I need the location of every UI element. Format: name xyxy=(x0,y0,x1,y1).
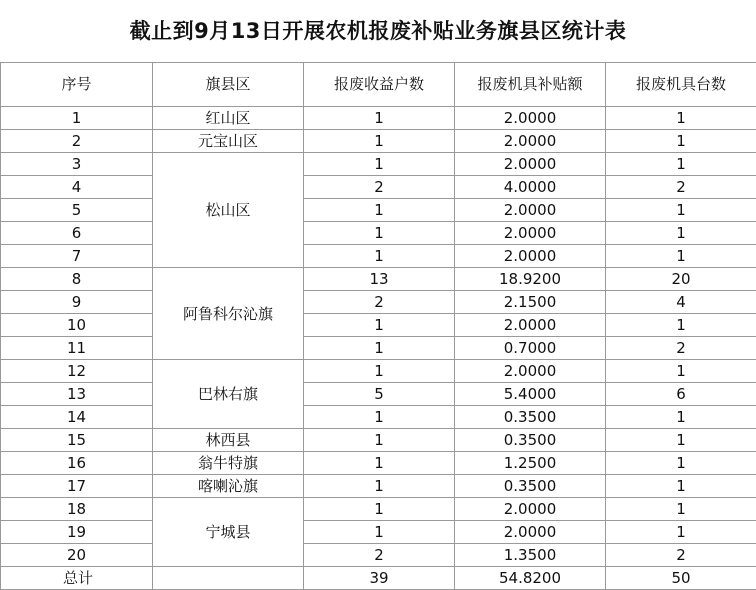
households-cell: 1 xyxy=(304,153,455,176)
households-cell: 1 xyxy=(304,130,455,153)
subsidy-cell: 2.0000 xyxy=(455,107,606,130)
table-row xyxy=(1,429,756,452)
total-machines: 50 xyxy=(606,567,756,590)
table-row xyxy=(1,406,756,429)
households-cell: 1 xyxy=(304,475,455,498)
subsidy-cell: 4.0000 xyxy=(455,176,606,199)
table-row xyxy=(1,521,756,544)
subsidy-cell: 2.0000 xyxy=(455,130,606,153)
subsidy-cell: 2.0000 xyxy=(455,360,606,383)
row-no: 18 xyxy=(1,498,153,521)
county-cell: 喀喇沁旗 xyxy=(153,475,304,498)
table-row xyxy=(1,130,756,153)
households-cell: 1 xyxy=(304,360,455,383)
county-cell: 阿鲁科尔沁旗 xyxy=(153,268,304,360)
machines-cell: 1 xyxy=(606,245,756,268)
subsidy-cell: 2.0000 xyxy=(455,245,606,268)
row-no: 13 xyxy=(1,383,153,406)
machines-cell: 1 xyxy=(606,498,756,521)
table-row xyxy=(1,360,756,383)
table-row xyxy=(1,153,756,176)
row-no: 8 xyxy=(1,268,153,291)
total-subsidy: 54.8200 xyxy=(455,567,606,590)
total-households: 39 xyxy=(304,567,455,590)
row-no: 12 xyxy=(1,360,153,383)
households-cell: 2 xyxy=(304,291,455,314)
table-row xyxy=(1,199,756,222)
households-cell: 1 xyxy=(304,222,455,245)
header-machines: 报废机具台数 xyxy=(606,63,756,107)
households-cell: 1 xyxy=(304,406,455,429)
row-no: 20 xyxy=(1,544,153,567)
header-row xyxy=(1,63,756,107)
households-cell: 1 xyxy=(304,452,455,475)
machines-cell: 2 xyxy=(606,337,756,360)
machines-cell: 1 xyxy=(606,521,756,544)
table-row xyxy=(1,544,756,567)
subsidy-cell: 2.0000 xyxy=(455,199,606,222)
total-label: 总计 xyxy=(1,567,153,590)
machines-cell: 1 xyxy=(606,314,756,337)
total-row xyxy=(1,567,756,590)
machines-cell: 1 xyxy=(606,199,756,222)
machines-cell: 1 xyxy=(606,130,756,153)
table-body xyxy=(1,107,756,567)
machines-cell: 6 xyxy=(606,383,756,406)
total-county xyxy=(153,567,304,590)
row-no: 6 xyxy=(1,222,153,245)
statistics-table xyxy=(0,62,756,590)
households-cell: 2 xyxy=(304,176,455,199)
households-cell: 13 xyxy=(304,268,455,291)
machines-cell: 2 xyxy=(606,176,756,199)
subsidy-cell: 2.0000 xyxy=(455,314,606,337)
machines-cell: 1 xyxy=(606,222,756,245)
header-households: 报废收益户数 xyxy=(304,63,455,107)
county-cell: 翁牛特旗 xyxy=(153,452,304,475)
table-row xyxy=(1,314,756,337)
subsidy-cell: 0.3500 xyxy=(455,475,606,498)
table-row xyxy=(1,107,756,130)
row-no: 17 xyxy=(1,475,153,498)
households-cell: 1 xyxy=(304,429,455,452)
county-cell: 元宝山区 xyxy=(153,130,304,153)
households-cell: 1 xyxy=(304,521,455,544)
row-no: 14 xyxy=(1,406,153,429)
households-cell: 1 xyxy=(304,314,455,337)
households-cell: 1 xyxy=(304,107,455,130)
table-row xyxy=(1,222,756,245)
row-no: 1 xyxy=(1,107,153,130)
row-no: 7 xyxy=(1,245,153,268)
header-county: 旗县区 xyxy=(153,63,304,107)
row-no: 11 xyxy=(1,337,153,360)
row-no: 5 xyxy=(1,199,153,222)
machines-cell: 1 xyxy=(606,107,756,130)
machines-cell: 1 xyxy=(606,429,756,452)
households-cell: 1 xyxy=(304,498,455,521)
machines-cell: 1 xyxy=(606,153,756,176)
subsidy-cell: 5.4000 xyxy=(455,383,606,406)
table-row xyxy=(1,245,756,268)
subsidy-cell: 18.9200 xyxy=(455,268,606,291)
subsidy-cell: 2.0000 xyxy=(455,498,606,521)
subsidy-cell: 0.3500 xyxy=(455,406,606,429)
table-row xyxy=(1,452,756,475)
machines-cell: 4 xyxy=(606,291,756,314)
row-no: 2 xyxy=(1,130,153,153)
households-cell: 1 xyxy=(304,337,455,360)
subsidy-cell: 2.0000 xyxy=(455,222,606,245)
row-no: 4 xyxy=(1,176,153,199)
table-row xyxy=(1,383,756,406)
subsidy-cell: 1.2500 xyxy=(455,452,606,475)
table-row xyxy=(1,291,756,314)
page-title: 截止到9月13日开展农机报废补贴业务旗县区统计表 xyxy=(129,19,627,43)
table-row xyxy=(1,475,756,498)
households-cell: 1 xyxy=(304,245,455,268)
subsidy-cell: 1.3500 xyxy=(455,544,606,567)
machines-cell: 1 xyxy=(606,360,756,383)
subsidy-cell: 2.0000 xyxy=(455,521,606,544)
subsidy-cell: 2.1500 xyxy=(455,291,606,314)
row-no: 19 xyxy=(1,521,153,544)
table-row xyxy=(1,176,756,199)
machines-cell: 1 xyxy=(606,452,756,475)
machines-cell: 2 xyxy=(606,544,756,567)
row-no: 16 xyxy=(1,452,153,475)
table-row xyxy=(1,337,756,360)
households-cell: 1 xyxy=(304,199,455,222)
row-no: 15 xyxy=(1,429,153,452)
county-cell: 红山区 xyxy=(153,107,304,130)
row-no: 3 xyxy=(1,153,153,176)
county-cell: 林西县 xyxy=(153,429,304,452)
header-subsidy: 报废机具补贴额 xyxy=(455,63,606,107)
table-row xyxy=(1,498,756,521)
households-cell: 5 xyxy=(304,383,455,406)
county-cell: 巴林右旗 xyxy=(153,360,304,429)
county-cell: 松山区 xyxy=(153,153,304,268)
households-cell: 2 xyxy=(304,544,455,567)
subsidy-cell: 0.3500 xyxy=(455,429,606,452)
row-no: 10 xyxy=(1,314,153,337)
subsidy-cell: 2.0000 xyxy=(455,153,606,176)
row-no: 9 xyxy=(1,291,153,314)
table-row xyxy=(1,268,756,291)
machines-cell: 1 xyxy=(606,406,756,429)
machines-cell: 20 xyxy=(606,268,756,291)
subsidy-cell: 0.7000 xyxy=(455,337,606,360)
machines-cell: 1 xyxy=(606,475,756,498)
header-no: 序号 xyxy=(1,63,153,107)
county-cell: 宁城县 xyxy=(153,498,304,567)
